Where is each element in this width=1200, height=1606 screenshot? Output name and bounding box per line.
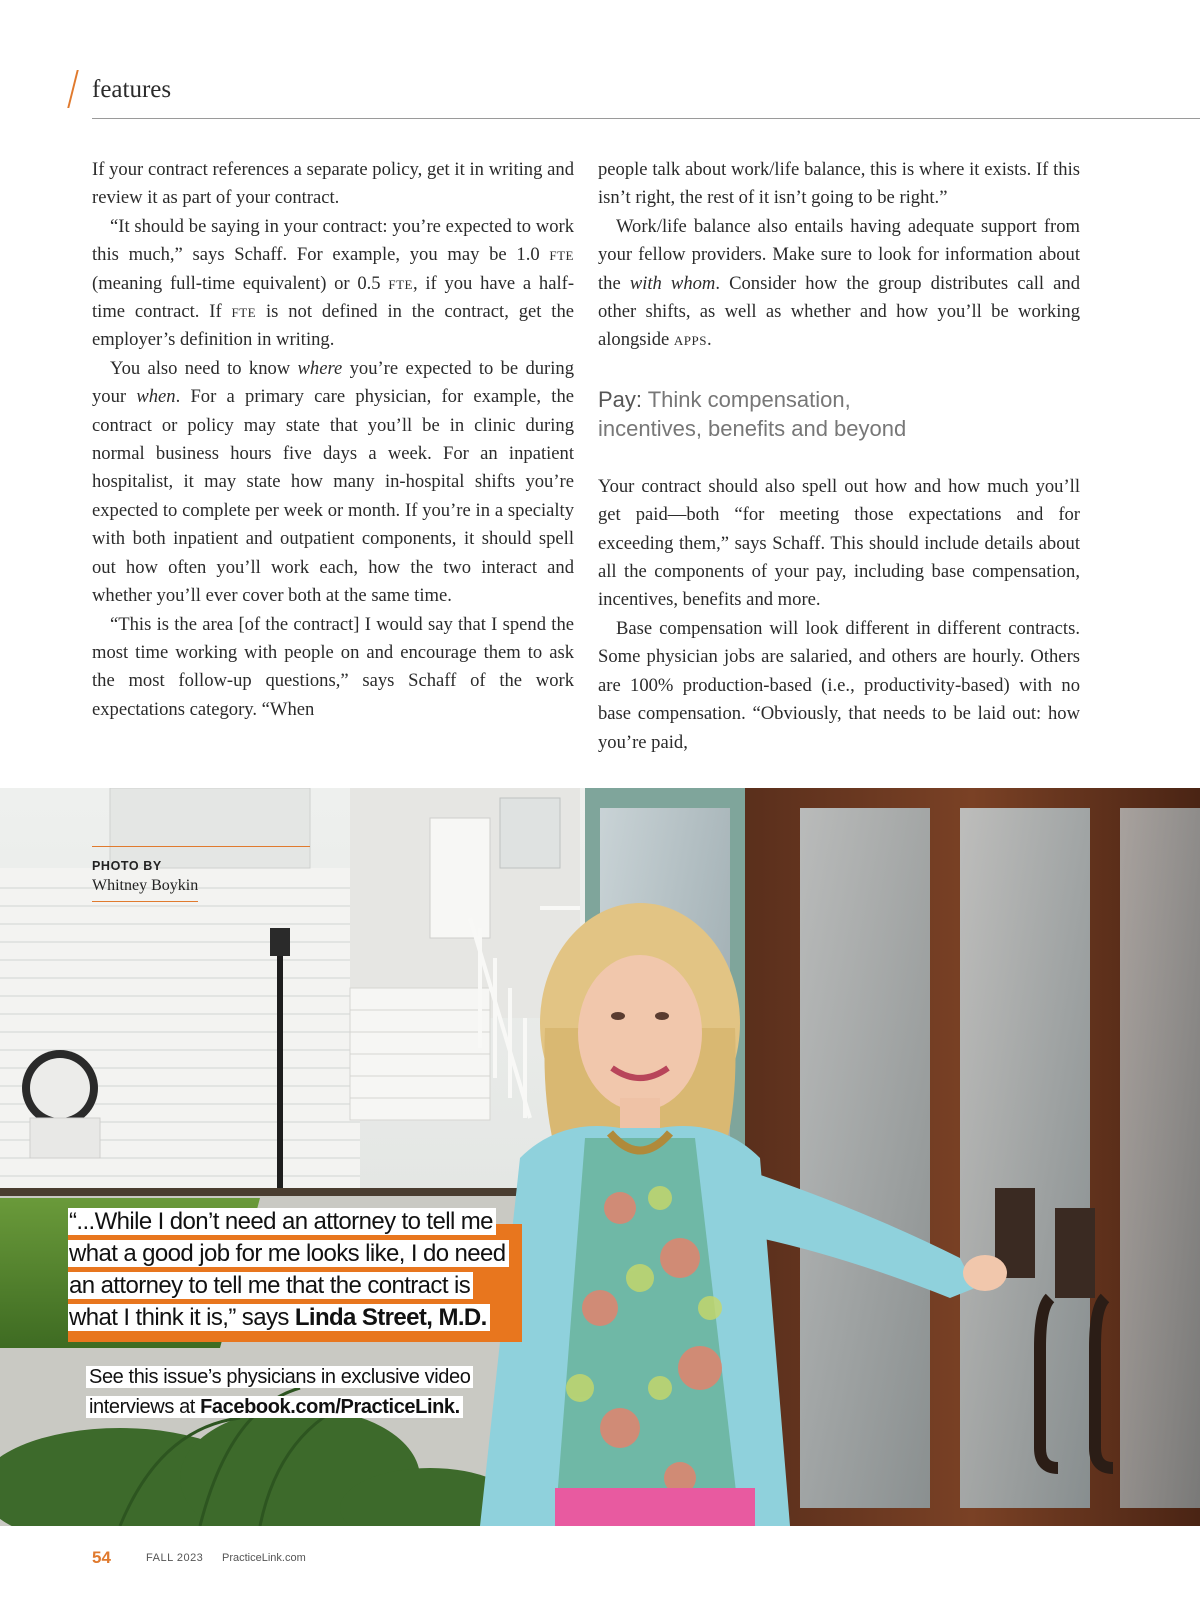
paragraph: people talk about work/life balance, this is where it exists. If this isn’t right, the rest of it isn’t going to be right.” [598, 159, 1080, 209]
article-column-left [92, 156, 574, 724]
section-label: features [92, 76, 172, 103]
photo-credit [92, 846, 310, 902]
quote-attribution: Linda Street, M.D. [294, 1304, 487, 1331]
paragraph: “It should be saying in your contract: you’re expected to work this much,” says Schaff. For example, you may be 1.0 fte (meaning full-time equivalent) or 0.5 fte, if you have a half-time contract. If fte is not defined in the contract, get the employer’s definition in writing. [92, 215, 575, 351]
paragraph: Your contract should also spell out how and how much you’ll get paid—both “for meeting those expectations and for exceeding them,” says Schaff. This should include details about all the components of your pay, including base compensation, incentives, benefits and more. [598, 475, 1080, 611]
pull-quote [68, 1206, 509, 1334]
paragraph: If your contract references a separate policy, get it in writing and review it as part of your contract. [92, 159, 574, 209]
issue-label: FALL 2023 [146, 1552, 204, 1564]
header-rule [92, 118, 1200, 119]
site-link[interactable]: PracticeLink.com [222, 1552, 306, 1564]
section-subhead: Pay: Think compensation, incentives, benefits and beyond [598, 386, 907, 441]
page-number: 54 [92, 1548, 111, 1567]
paragraph: Base compensation will look different in different contracts. Some physician jobs are salaried, and others are hourly. Others are 100% production-based (i.e., productivity-based) with no base compensation. “Obviously, that needs to be laid out: how you’re paid, [598, 617, 1080, 753]
facebook-link[interactable]: Facebook.com/PracticeLink. [200, 1396, 460, 1418]
paragraph: You also need to know where you’re expected to be during your when. For a primary care physician, for example, the contract or policy may state that you’ll be in clinic during normal business hours five days a week. For an inpatient hospitalist, it may state how many in-hospital shifts you’re expected to complete per week or month. If you’re in a specialty with both inpatient and outpatient components, it should spell out how often you’ll work each, how the two interact and whether you’ll ever cover both at the same time. [92, 357, 574, 607]
credit-name: Whitney Boykin [92, 877, 198, 902]
section-slash-mark [67, 70, 78, 108]
credit-label: PHOTO BY [92, 859, 162, 873]
article-column-right [598, 156, 1080, 757]
credit-rule [92, 846, 310, 847]
pull-quote-text: “...While I don’t need an attorney to tell me what a good job for me looks like, I do need an attorney to tell me that the contract is what I think it is,” says Linda Street, M.D. [68, 1206, 509, 1334]
paragraph: “This is the area [of the contract] I would say that I spend the most time working with people on and encourage them to ask the most follow-up questions,” says Schaff of the work expectations category. “When [92, 613, 574, 720]
video-promo: See this issue’s physicians in exclusive video interviews at Facebook.com/PracticeLink. [86, 1362, 473, 1422]
page-header [72, 68, 1200, 120]
paragraph: Work/life balance also entails having adequate support from your fellow providers. Make sure to look for information about the with whom. Consider how the group distributes call and other shifts, as well as whether and how you’ll be working alongside apps. [598, 215, 1080, 351]
